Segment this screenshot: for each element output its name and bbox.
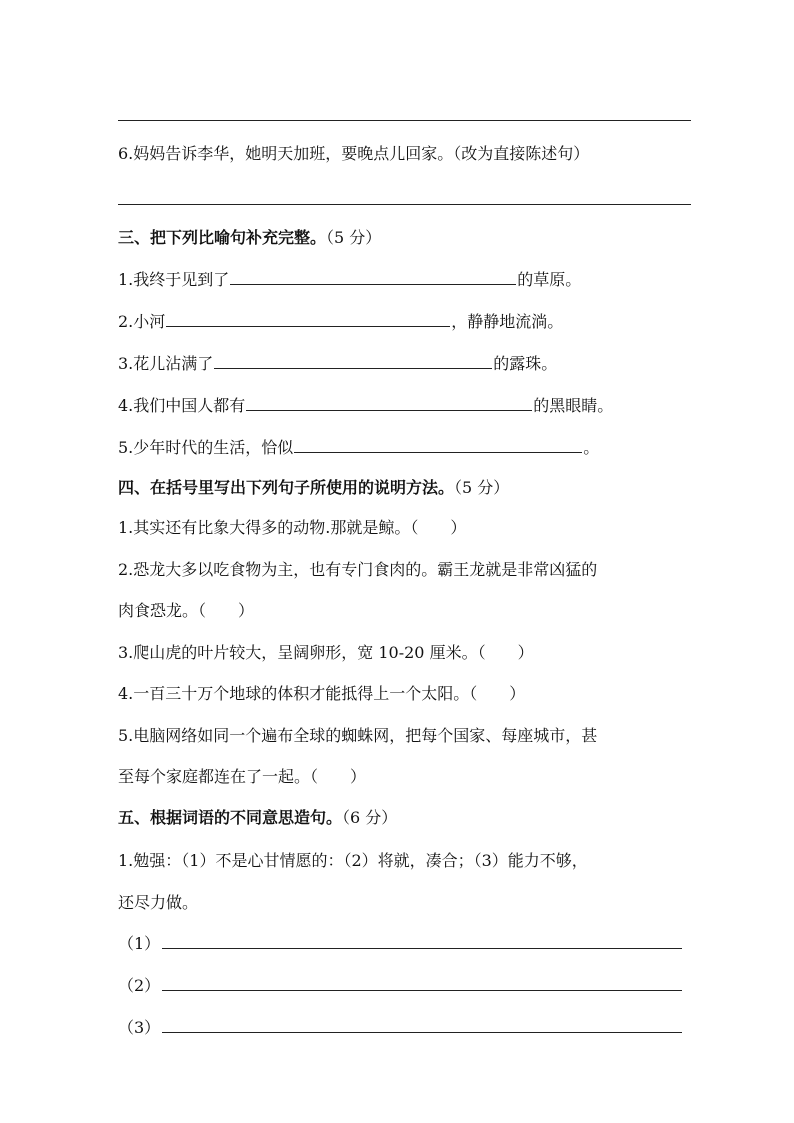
question-6-text: 6.妈妈告诉李华，她明天加班，要晚点儿回家。（改为直接陈述句） (118, 144, 590, 163)
section-3-heading (118, 227, 698, 249)
item-before-text: 5.少年时代的生活，恰似 (118, 438, 294, 457)
fill-blank[interactable] (246, 394, 532, 411)
question-6 (118, 143, 698, 165)
item-before-text: 4.我们中国人都有 (118, 396, 246, 415)
section-3-item-3 (118, 352, 698, 375)
section-4-line-text: 1.其实还有比象大得多的动物.那就是鲸。（ ） (118, 518, 467, 537)
fill-blank[interactable] (230, 268, 516, 285)
section-3-item-2 (118, 310, 698, 333)
answer-line[interactable] (162, 974, 682, 991)
item-after-text: ，静静地流淌。 (451, 312, 564, 331)
section-5-line-text: 还尽力做。 (118, 893, 199, 912)
section-4-title: 四、在括号里写出下列句子所使用的说明方法。 (118, 478, 455, 497)
section-5-answer-1 (118, 932, 698, 955)
section-4-heading (118, 477, 698, 499)
section-5-line-text: 1.勉强：（1）不是心甘情愿的：（2）将就，凑合；（3）能力不够， (118, 851, 588, 870)
section-4-line-text: 3.爬山虎的叶片较大，呈阔卵形，宽 10-20 厘米。（ ） (118, 643, 534, 662)
section-5-title: 五、根据词语的不同意思造句。 (118, 808, 343, 827)
section-3-title: 三、把下列比喻句补充完整。 (118, 228, 327, 247)
answer-label: （1） (118, 934, 161, 953)
fill-blank[interactable] (294, 436, 582, 453)
section-5-answer-3 (118, 1016, 698, 1039)
section-4-line-4 (118, 642, 698, 664)
section-4-line-3 (118, 600, 698, 622)
section-3-score: （5 分） (326, 228, 382, 247)
section-4-line-text: 4.一百三十万个地球的体积才能抵得上一个太阳。（ ） (118, 684, 526, 703)
answer-line[interactable] (162, 932, 682, 949)
section-4-line-5 (118, 683, 698, 705)
section-3-item-5 (118, 436, 698, 459)
answer-line-q5[interactable] (118, 120, 691, 121)
section-4-line-6 (118, 725, 698, 747)
section-4-line-text: 2.恐龙大多以吃食物为主，也有专门食肉的。霸王龙就是非常凶猛的 (118, 560, 598, 579)
section-4-line-text: 肉食恐龙。（ ） (118, 601, 255, 620)
section-4-line-2 (118, 559, 698, 581)
section-4-line-7 (118, 766, 698, 788)
fill-blank[interactable] (214, 352, 492, 369)
answer-label: （3） (118, 1018, 161, 1037)
section-5-line-1 (118, 850, 698, 872)
answer-line-q6[interactable] (118, 204, 691, 205)
section-4-line-text: 至每个家庭都连在了一起。（ ） (118, 767, 367, 786)
section-5-score: （6 分） (342, 808, 398, 827)
section-3-item-4 (118, 394, 698, 417)
section-5-line-2 (118, 892, 698, 914)
item-before-text: 3.花儿沾满了 (118, 354, 214, 373)
item-after-text: 的露珠。 (493, 354, 558, 373)
answer-line[interactable] (162, 1016, 682, 1033)
section-4-line-1 (118, 517, 698, 539)
section-4-line-text: 5.电脑网络如同一个遍布全球的蜘蛛网，把每个国家、每座城市，甚 (118, 726, 598, 745)
answer-label: （2） (118, 976, 161, 995)
item-before-text: 2.小河 (118, 312, 166, 331)
item-after-text: 的草原。 (517, 270, 582, 289)
item-before-text: 1.我终于见到了 (118, 270, 230, 289)
section-5-answer-2 (118, 974, 698, 997)
section-3-item-1 (118, 268, 698, 291)
section-5-heading (118, 807, 698, 829)
item-after-text: 。 (583, 438, 600, 457)
item-after-text: 的黑眼睛。 (533, 396, 614, 415)
section-4-score: （5 分） (454, 478, 510, 497)
fill-blank[interactable] (166, 310, 450, 327)
